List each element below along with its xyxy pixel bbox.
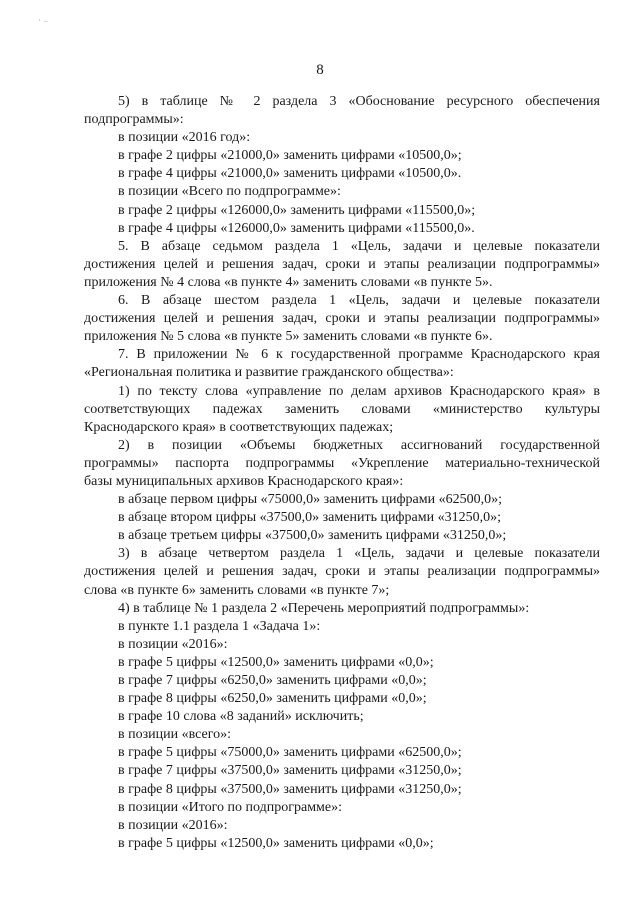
text-line: в позиции «всего»: (118, 727, 232, 743)
text-line: в графе 5 цифры «12500,0» заменить цифрами «0,0»; (118, 654, 434, 670)
text-line: 6. В абзаце шестом раздела 1 «Цель, задачи и целевые показатели (118, 293, 600, 309)
text-line: в графе 2 цифры «21000,0» заменить цифрами «10500,0»; (118, 148, 462, 164)
text-line: программы» паспорта подпрограммы «Укрепление материально-технической (84, 455, 600, 471)
text-line: слова «в пункте 6» заменить словами «в пункте 7»; (84, 582, 390, 598)
text-line: в графе 8 цифры «37500,0» заменить цифрами «31250,0»; (118, 781, 462, 797)
text-line: приложения № 5 слова «в пункте 5» заменить словами «в пункте 6». (84, 329, 493, 345)
text-line: достижения целей и решения задач, сроки и этапы реализации подпрограммы» (84, 564, 600, 580)
text-line: в позиции «Всего по подпрограмме»: (118, 184, 341, 200)
text-line: 1) по тексту слова «управление по делам архивов Краснодарского края» в (118, 383, 600, 399)
document-body (84, 93, 600, 853)
text-line: соответствующих падежах заменить словами «министерство культуры (84, 401, 600, 417)
text-line: в позиции «2016 год»: (118, 130, 251, 146)
text-line: 7. В приложении № 6 к государственной программе Краснодарского края (118, 347, 600, 363)
text-line: 3) в абзаце четвертом раздела 1 «Цель, задачи и целевые показатели (118, 546, 600, 562)
text-line: в графе 5 цифры «12500,0» заменить цифрами «0,0»; (118, 835, 434, 851)
text-line: 5) в таблице № 2 раздела 3 «Обоснование ресурсного обеспечения (118, 94, 600, 109)
text-line: базы муниципальных архивов Краснодарского края»: (84, 473, 404, 489)
text-line: в позиции «Итого по подпрограмме»: (118, 799, 343, 815)
text-line: достижения целей и решения задач, сроки и этапы реализации подпрограммы» (84, 311, 600, 327)
text-line: «Региональная политика и развитие гражданского общества»: (84, 365, 454, 381)
text-line: в графе 5 цифры «75000,0» заменить цифрами «62500,0»; (118, 745, 462, 761)
text-line: в графе 2 цифры «126000,0» заменить цифрами «115500,0»; (118, 202, 476, 218)
text-line: в графе 7 цифры «37500,0» заменить цифрами «31250,0»; (118, 763, 462, 779)
text-line: в абзаце третьем цифры «37500,0» заменить цифрами «31250,0»; (118, 528, 507, 544)
text-line: в пункте 1.1 раздела 1 «Задача 1»: (118, 618, 321, 634)
page-number: 8 (316, 62, 324, 78)
text-line: в графе 4 цифры «21000,0» заменить цифрами «10500,0». (118, 166, 462, 182)
text-line: в графе 4 цифры «126000,0» заменить цифрами «115500,0». (118, 220, 475, 236)
text-line: в абзаце первом цифры «75000,0» заменить цифрами «62500,0»; (118, 492, 502, 508)
text-line: в позиции «2016»: (118, 817, 228, 833)
scan-corner-mark: ʿ ⁻ (38, 18, 48, 28)
text-line: достижения целей и решения задач, сроки и этапы реализации подпрограммы» (84, 256, 600, 272)
text-line: в графе 8 цифры «6250,0» заменить цифрами «0,0»; (118, 691, 427, 707)
text-line: в графе 10 слова «8 заданий» исключить; (118, 709, 364, 725)
text-line: 2) в позиции «Объемы бюджетных ассигнований государственной (118, 437, 600, 453)
text-line: в абзаце втором цифры «37500,0» заменить цифрами «31250,0»; (118, 510, 501, 526)
text-line: 5. В абзаце седьмом раздела 1 «Цель, задачи и целевые показатели (118, 238, 600, 254)
text-line: приложения № 4 слова «в пункте 4» заменить словами «в пункте 5». (84, 274, 493, 290)
text-line: 4) в таблице № 1 раздела 2 «Перечень мероприятий подпрограммы»: (118, 600, 530, 616)
text-line: подпрограммы»: (84, 112, 184, 128)
text-line: в графе 7 цифры «6250,0» заменить цифрами «0,0»; (118, 673, 427, 688)
text-line: Краснодарского края» в соответствующих падежах; (84, 419, 394, 435)
text-line: в позиции «2016»: (118, 636, 228, 652)
